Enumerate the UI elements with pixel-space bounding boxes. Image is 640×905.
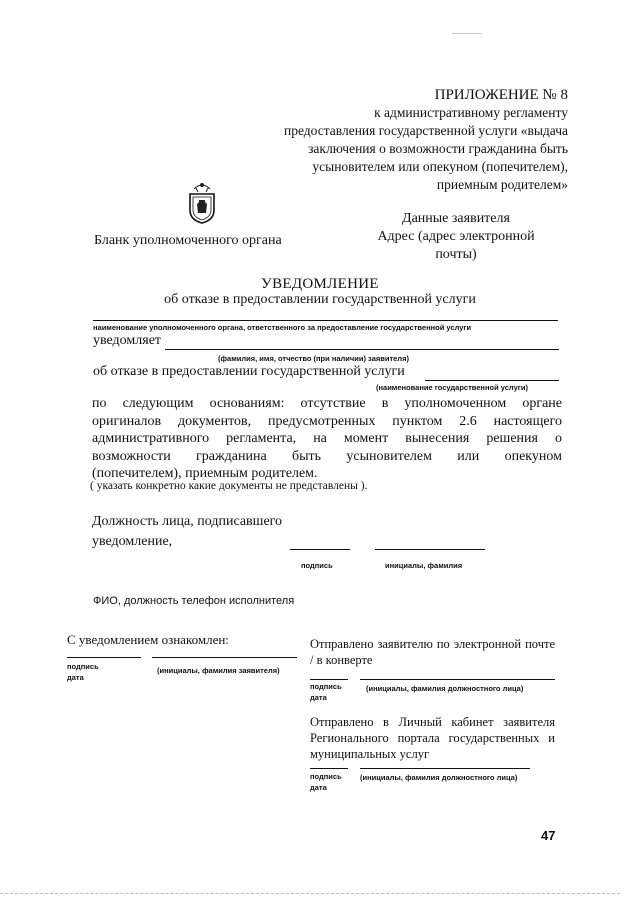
- refusal-text: об отказе в предоставлении государственной услуги: [93, 364, 405, 379]
- email-signature-label: подпись: [310, 682, 342, 691]
- acquainted-signature-line: [67, 657, 141, 658]
- scan-mark: [452, 33, 482, 34]
- email-initials-line: [360, 679, 555, 680]
- notifies-label: уведомляет: [93, 333, 162, 348]
- applicant-name-hint: (фамилия, имя, отчество (при наличии) заявителя): [218, 354, 409, 363]
- portal-date-label: дата: [310, 783, 327, 792]
- org-name-line: [93, 320, 558, 321]
- portal-initials-line: [360, 768, 530, 769]
- sent-portal-block: [310, 714, 555, 762]
- email-date-label: дата: [310, 693, 327, 702]
- sent-portal-line: Отправлено в Личный кабинет заявителя: [310, 715, 555, 729]
- executor-label: ФИО, должность телефон исполнителя: [93, 595, 295, 607]
- notice-title: УВЕДОМЛЕНИЕ: [261, 276, 379, 292]
- applicant-line: почты): [435, 247, 477, 262]
- scan-edge: [0, 893, 620, 894]
- service-name-hint: (наименование государственной услуги): [376, 383, 528, 392]
- acquainted-initials-label: (инициалы, фамилия заявителя): [157, 666, 280, 675]
- org-name-hint: наименование уполномоченного органа, ответственного за предоставление государственной услуги: [93, 323, 472, 332]
- applicant-line: Данные заявителя: [402, 211, 510, 226]
- portal-initials-label: (инициалы, фамилия должностного лица): [360, 773, 518, 782]
- header-line: приемным родителем»: [436, 177, 568, 192]
- acquainted-title: С уведомлением ознакомлен:: [67, 632, 229, 647]
- coat-of-arms-emblem: [186, 180, 218, 224]
- signature-line: [290, 549, 350, 550]
- notice-subtitle: об отказе в предоставлении государственной услуги: [164, 292, 476, 307]
- email-initials-label: (инициалы, фамилия должностного лица): [366, 684, 524, 693]
- grounds-paragraph: [92, 395, 562, 483]
- acquainted-date-label: дата: [67, 673, 84, 682]
- grounds-line: оригиналов документов, предусмотренных пунктом 2.6 настоящего: [92, 413, 562, 429]
- sent-email-line: / в конверте: [310, 653, 373, 667]
- acquainted-signature-label: подпись: [67, 662, 99, 671]
- applicant-name-line: [165, 349, 559, 350]
- grounds-line: по следующим основаниям: отсутствие в уполномоченном органе: [92, 396, 562, 411]
- applicant-line: Адрес (адрес электронной: [377, 229, 535, 244]
- sent-email-line: Отправлено заявителю по электронной почте: [310, 637, 555, 651]
- header-line: предоставления государственной услуги «выдача: [283, 123, 568, 138]
- page-number: 47: [541, 828, 556, 843]
- signer-position: [92, 512, 282, 552]
- signer-position-line: уведомление,: [92, 534, 173, 549]
- grounds-line: возможности гражданина быть усыновителем или опекуном: [92, 448, 562, 464]
- acquainted-initials-line: [152, 657, 297, 658]
- sent-portal-line: муниципальных услуг: [310, 747, 430, 761]
- signature-label: подпись: [301, 561, 333, 570]
- email-signature-line: [310, 679, 348, 680]
- sent-portal-line: Регионального портала государственных и: [310, 731, 555, 745]
- initials-label: инициалы, фамилия: [385, 561, 463, 570]
- header-line: к административному регламенту: [374, 105, 568, 120]
- initials-line: [375, 549, 485, 550]
- sent-email-block: [310, 636, 555, 668]
- service-name-line: [425, 380, 559, 381]
- header-line: заключения о возможности гражданина быть: [308, 141, 568, 156]
- header-line: усыновителем или опекуном (попечителем),: [312, 159, 568, 174]
- grounds-line: административного регламента, на момент вынесения решения о: [92, 431, 562, 446]
- signer-position-line: Должность лица, подписавшего: [92, 514, 283, 529]
- portal-signature-label: подпись: [310, 772, 342, 781]
- appendix-header: [238, 86, 568, 194]
- grounds-line: (попечителем), приемным родителем.: [92, 466, 318, 481]
- appendix-title: ПРИЛОЖЕНИЕ № 8: [434, 87, 568, 103]
- applicant-data-block: [372, 210, 540, 264]
- portal-signature-line: [310, 768, 348, 769]
- org-blank-label: Бланк уполномоченного органа: [94, 233, 282, 248]
- documents-note: ( указать конкретно какие документы не представлены ).: [90, 480, 368, 492]
